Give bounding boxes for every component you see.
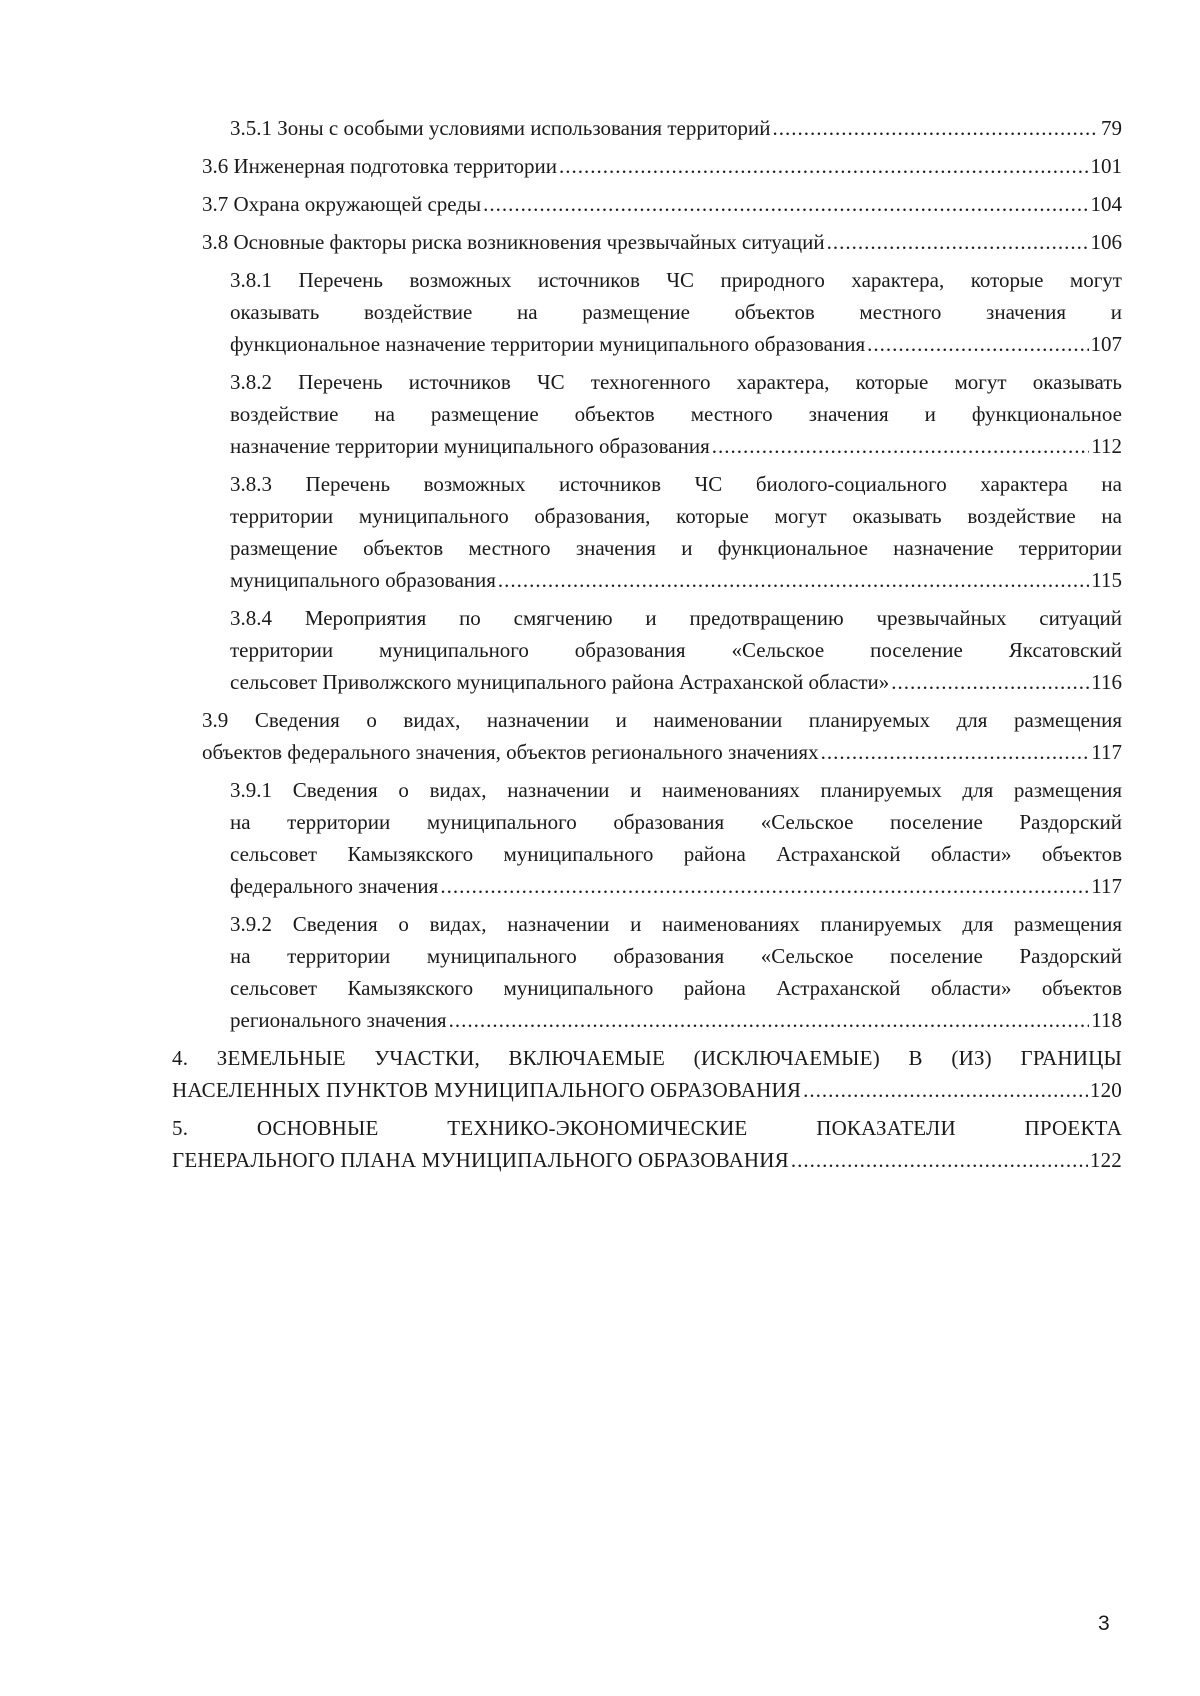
- toc-entry-line: оказывать воздействие на размещение объектов местного значения и: [230, 300, 1122, 324]
- toc-page-number: 120: [1089, 1078, 1122, 1102]
- toc-page-number: 112: [1091, 434, 1122, 458]
- toc-entry-line: 3.8.2 Перечень источников ЧС техногенного характера, которые могут оказывать: [230, 370, 1122, 394]
- toc-entry-line: территории муниципального образования, которые могут оказывать воздействие на: [230, 504, 1122, 528]
- toc-page-number: 122: [1089, 1148, 1122, 1172]
- toc-entry-5[interactable]: [172, 1112, 1122, 1176]
- toc-leader-dots: [891, 666, 1089, 698]
- page-number: 3: [1098, 1612, 1110, 1635]
- toc-page-number: 115: [1091, 568, 1122, 592]
- toc-page-number: 107: [1090, 332, 1122, 356]
- toc-page-number: 117: [1091, 740, 1122, 764]
- toc-entry-title: 3.5.1 Зоны с особыми условиями использования территорий: [230, 116, 771, 140]
- toc-entry-3-8-2[interactable]: [230, 366, 1122, 462]
- toc-leader-dots: [803, 1074, 1088, 1106]
- toc-entry-line: 3.9.2 Сведения о видах, назначении и наименованиях планируемых для размещения: [230, 912, 1122, 936]
- toc-entry-3-9[interactable]: [202, 704, 1122, 768]
- toc-entry-3-9-1[interactable]: [230, 774, 1122, 902]
- toc-page-number: 79: [1101, 116, 1122, 140]
- toc-leader-dots: [449, 1004, 1090, 1036]
- toc-leader-dots: [498, 564, 1089, 596]
- toc-entry-3-5-1[interactable]: [230, 112, 1122, 144]
- toc-entry-line: 5. ОСНОВНЫЕ ТЕХНИКО-ЭКОНОМИЧЕСКИЕ ПОКАЗАТЕЛИ ПРОЕКТА: [172, 1116, 1122, 1140]
- toc-leader-dots: [827, 226, 1089, 258]
- toc-page-number: 101: [1090, 154, 1122, 178]
- toc-entry-title: объектов федерального значения, объектов регионального значениях: [202, 740, 819, 764]
- toc-entry-3-8[interactable]: [202, 226, 1122, 258]
- toc-leader-dots: [712, 430, 1090, 462]
- toc-entry-line: на территории муниципального образования «Сельское поселение Раздорский: [230, 944, 1122, 968]
- toc-leader-dots: [483, 188, 1088, 220]
- toc-entry-title: 3.6 Инженерная подготовка территории: [202, 154, 558, 178]
- toc-entry-title: сельсовет Приволжского муниципального района Астраханской области»: [230, 670, 890, 694]
- toc-entry-line: территории муниципального образования «Сельское поселение Яксатовский: [230, 638, 1122, 662]
- toc-entry-title: 3.8 Основные факторы риска возникновения чрезвычайных ситуаций: [202, 230, 825, 254]
- toc-entry-title: назначение территории муниципального образования: [230, 434, 710, 458]
- toc-entry-4[interactable]: [172, 1042, 1122, 1106]
- toc-leader-dots: [559, 150, 1088, 182]
- toc-entry-line: 3.8.3 Перечень возможных источников ЧС биолого-социального характера на: [230, 472, 1122, 496]
- toc-page-number: 104: [1090, 192, 1122, 216]
- toc-entry-line: 3.9 Сведения о видах, назначении и наименовании планируемых для размещения: [202, 708, 1122, 732]
- toc-entry-title: муниципального образования: [230, 568, 496, 592]
- toc-entry-line: сельсовет Камызякского муниципального района Астраханской области» объектов: [230, 842, 1122, 866]
- toc-entry-title: функциональное назначение территории муниципального образования: [230, 332, 866, 356]
- toc-entry-3-6[interactable]: [202, 150, 1122, 182]
- toc-entry-line: 3.9.1 Сведения о видах, назначении и наименованиях планируемых для размещения: [230, 778, 1122, 802]
- toc-entry-line: 3.8.1 Перечень возможных источников ЧС природного характера, которые могут: [230, 268, 1122, 292]
- toc-entry-3-9-2[interactable]: [230, 908, 1122, 1036]
- toc-page-number: 118: [1091, 1008, 1122, 1032]
- toc-entry-title: регионального значения: [230, 1008, 447, 1032]
- toc-entry-line: сельсовет Камызякского муниципального района Астраханской области» объектов: [230, 976, 1122, 1000]
- toc-entry-line: на территории муниципального образования «Сельское поселение Раздорский: [230, 810, 1122, 834]
- toc-entry-line: размещение объектов местного значения и функциональное назначение территории: [230, 536, 1122, 560]
- toc-entry-title: 3.7 Охрана окружающей среды: [202, 192, 482, 216]
- toc-leader-dots: [791, 1144, 1088, 1176]
- toc-page-number: 106: [1090, 230, 1122, 254]
- toc-page-number: 117: [1091, 874, 1122, 898]
- toc-entry-3-7[interactable]: [202, 188, 1122, 220]
- toc-page-number: 116: [1091, 670, 1122, 694]
- toc-entry-line: 4. ЗЕМЕЛЬНЫЕ УЧАСТКИ, ВКЛЮЧАЕМЫЕ (ИСКЛЮЧАЕМЫЕ) В (ИЗ) ГРАНИЦЫ: [172, 1046, 1122, 1070]
- toc-entry-title: ГЕНЕРАЛЬНОГО ПЛАНА МУНИЦИПАЛЬНОГО ОБРАЗОВАНИЯ: [172, 1148, 789, 1172]
- toc-entry-line: 3.8.4 Мероприятия по смягчению и предотвращению чрезвычайных ситуаций: [230, 606, 1122, 630]
- toc-entry-line: воздействие на размещение объектов местного значения и функциональное: [230, 402, 1122, 426]
- toc-entry-title: федерального значения: [230, 874, 439, 898]
- toc-entry-title: НАСЕЛЕННЫХ ПУНКТОВ МУНИЦИПАЛЬНОГО ОБРАЗОВАНИЯ: [172, 1078, 802, 1102]
- toc-leader-dots: [440, 870, 1089, 902]
- toc-entry-3-8-1[interactable]: [230, 264, 1122, 360]
- toc-leader-dots: [867, 328, 1088, 360]
- toc-leader-dots: [821, 736, 1090, 768]
- toc-leader-dots: [772, 112, 1099, 144]
- table-of-contents: [172, 112, 1122, 1182]
- toc-entry-3-8-4[interactable]: [230, 602, 1122, 698]
- toc-entry-3-8-3[interactable]: [230, 468, 1122, 596]
